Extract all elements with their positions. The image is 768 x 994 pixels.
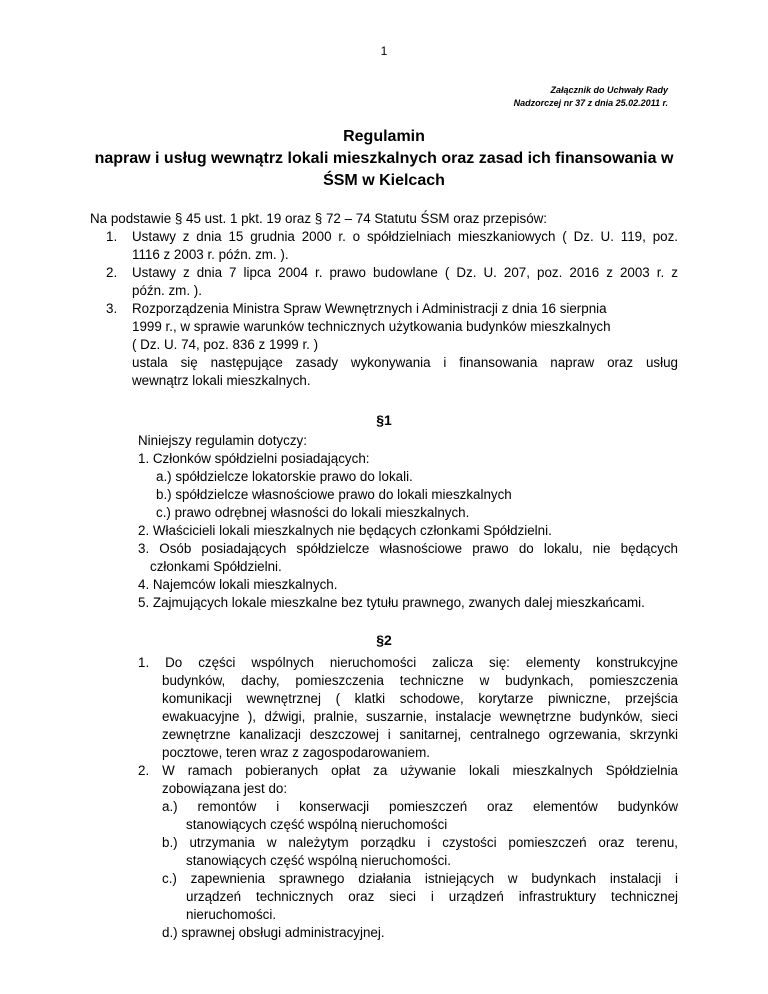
s1-item-5: 5. Zajmujących lokale mieszkalne bez tytułu prawnego, zwanych dalej mieszkańcami. [138, 595, 645, 610]
s2-p1-line-5: zewnętrzne kanalizacji deszczowej i sanitarnej, centralnego ogrzewania, skrzynki [162, 727, 678, 742]
s2-p1-line-1: 1. Do części wspólnych nieruchomości zalicza się: elementy konstrukcyjne [138, 655, 678, 670]
s1-item-2: 2. Właścicieli lokali mieszkalnych nie będących członkami Spółdzielni. [138, 523, 552, 538]
s2-p2-line-2: zobowiązana jest do: [162, 781, 288, 796]
s2-p1-line-6: pocztowe, teren wraz z zagospodarowaniem. [162, 745, 430, 760]
intro-item-2-text: Ustawy z dnia 7 lipca 2004 r. prawo budowlane ( Dz. U. 207, poz. 2016 z 2003 r. z [132, 265, 678, 280]
s1-item-4: 4. Najemców lokali mieszkalnych. [138, 577, 338, 592]
intro-closing-2: wewnątrz lokali mieszkalnych. [132, 373, 311, 388]
s2-item-b-cont: stanowiących część wspólną nieruchomości. [186, 853, 451, 868]
intro-item-3-cont-2: ( Dz. U. 74, poz. 836 z 1999 r. ) [132, 337, 319, 352]
title-line-3: ŚSM w Kielcach [323, 172, 445, 189]
intro-lead: Na podstawie § 45 ust. 1 pkt. 19 oraz § 72 – 74 Statutu ŚSM oraz przepisów: [90, 211, 548, 226]
annex-note [514, 84, 668, 110]
intro-item-3-num: 3. [106, 301, 118, 316]
s2-item-c-cont-2: nieruchomości. [186, 907, 277, 922]
intro-item-3-cont-1: 1999 r., w sprawie warunków technicznych użytkowania budynków mieszkalnych [132, 319, 611, 334]
s2-item-c-cont-1: urządzeń technicznych oraz sieci i urządzeń infrastruktury technicznej [186, 889, 678, 904]
intro-closing-1: ustala się następujące zasady wykonywania i finansowania napraw oraz usług [132, 355, 678, 370]
section-2-heading: §2 [376, 632, 392, 648]
s2-item-a: a.) remontów i konserwacji pomieszczeń oraz elementów budynków [162, 799, 678, 814]
intro-item-2-cont: późn. zm. ). [132, 283, 202, 298]
s2-item-b: b.) utrzymania w należytym porządku i czystości pomieszczeń oraz terenu, [162, 835, 678, 850]
s1-item-3: 3. Osób posiadających spółdzielcze własnościowe prawo do lokalu, nie będących [138, 541, 678, 556]
intro-item-1-cont: 1116 z 2003 r. późn. zm. ). [132, 247, 289, 262]
intro-item-1-num: 1. [106, 229, 118, 244]
s2-item-a-cont: stanowiących część wspólną nieruchomości [186, 817, 448, 832]
title-line-2: napraw i usług wewnątrz lokali mieszkalnych oraz zasad ich finansowania w [94, 150, 674, 167]
s1-item-1b: b.) spółdzielcze własnościowe prawo do lokali mieszkalnych [156, 487, 512, 502]
intro-item-2 [106, 264, 678, 282]
s2-item-d: d.) sprawnej obsługi administracyjnej. [162, 925, 385, 940]
intro-item-3-text: Rozporządzenia Ministra Spraw Wewnętrznych i Administracji z dnia 16 sierpnia [132, 301, 607, 316]
intro-item-2-num: 2. [106, 265, 118, 280]
page-number: 1 [380, 44, 388, 58]
s2-p1-line-3: komunikacji wewnętrznej ( klatki schodowe, korytarze piwniczne, przejścia [162, 691, 678, 706]
section-1-heading: §1 [376, 412, 392, 428]
s1-item-1c: c.) prawo odrębnej własności do lokali mieszkalnych. [156, 505, 470, 520]
intro-item-1-text: Ustawy z dnia 15 grudnia 2000 r. o spółdzielniach mieszkaniowych ( Dz. U. 119, poz. [132, 229, 678, 244]
intro-item-1 [106, 228, 678, 246]
document-title [60, 126, 708, 192]
annex-line-2: Nadzorczej nr 37 z dnia 25.02.2011 r. [513, 98, 668, 108]
intro-item-3 [106, 300, 607, 318]
s2-p1-line-2: budynków, dachy, pomieszczenia techniczne w budynkach, pomieszczenia [162, 673, 678, 688]
s1-item-1: 1. Członków spółdzielni posiadających: [138, 451, 370, 466]
s2-p2-line-1: 2. W ramach pobieranych opłat za używanie lokali mieszkalnych Spółdzielnia [138, 763, 678, 778]
s1-item-1a: a.) spółdzielcze lokatorskie prawo do lokali. [156, 469, 413, 484]
title-line-1: Regulamin [343, 128, 425, 145]
s1-lead: Niniejszy regulamin dotyczy: [138, 433, 307, 448]
s1-item-3-cont: członkami Spółdzielni. [150, 559, 282, 574]
s2-p1-line-4: ewakuacyjne ), dźwigi, pralnie, suszarnie, instalacje wewnętrzne budynków, sieci [162, 709, 678, 724]
annex-line-1: Załącznik do Uchwały Rady [550, 85, 668, 95]
s2-item-c: c.) zapewnienia sprawnego działania istniejących w budynkach instalacji i [162, 871, 678, 886]
